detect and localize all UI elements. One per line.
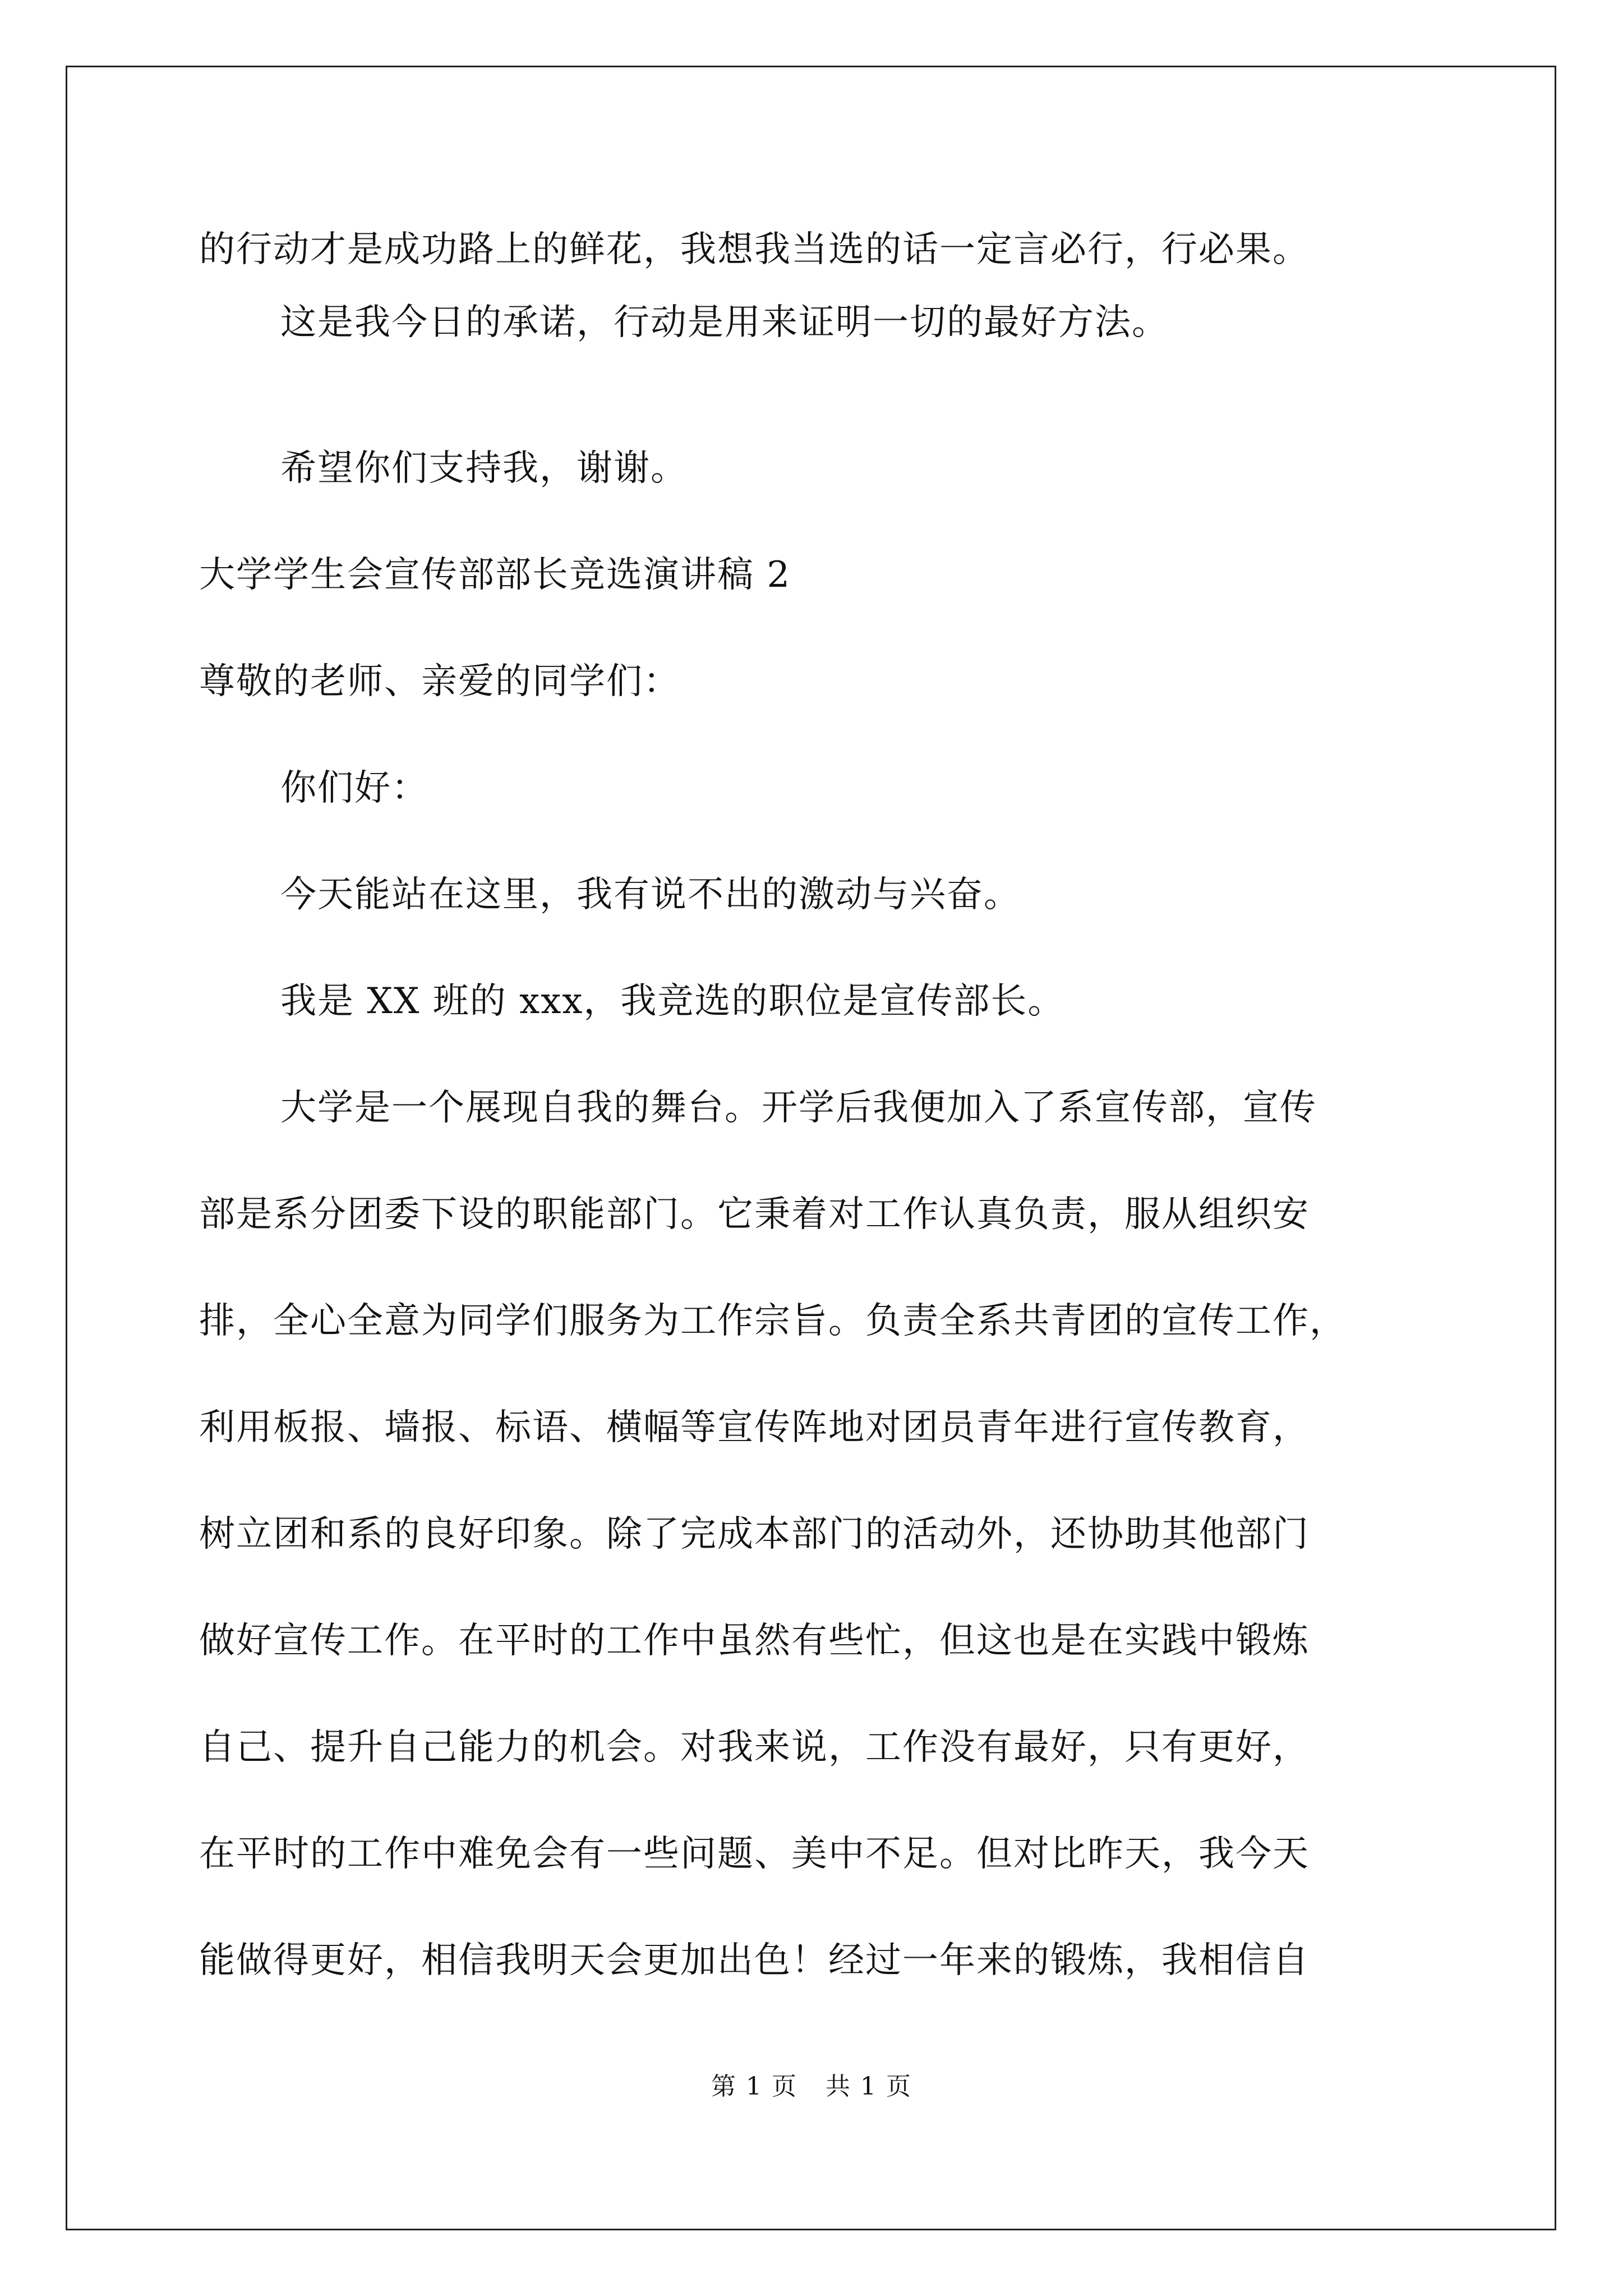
paragraph-line: 今天能站在这里，我有说不出的激动与兴奋。 [280, 874, 1021, 915]
salutation: 尊敬的老师、亲爱的同学们： [199, 661, 680, 702]
paragraph-line: 自己、提升自己能力的机会。对我来说，工作没有最好，只有更好， [199, 1727, 1310, 1768]
paragraph-line: 在平时的工作中难免会有一些问题、美中不足。但对比昨天，我今天 [199, 1833, 1310, 1875]
paragraph-line: 部是系分团委下设的职能部门。它秉着对工作认真负责，服从组织安 [199, 1194, 1310, 1235]
paragraph-line: 树立团和系的良好印象。除了完成本部门的活动外，还协助其他部门 [199, 1513, 1310, 1555]
greeting: 你们好： [280, 767, 428, 809]
page-total: 共 1 页 [826, 2072, 912, 2101]
paragraph-line: 利用板报、墙报、标语、横幅等宣传阵地对团员青年进行宣传教育， [199, 1407, 1310, 1448]
paragraph-line: 排，全心全意为同学们服务为工作宗旨。负责全系共青团的宣传工作， [199, 1300, 1347, 1342]
paragraph-line: 我是 XX 班的 xxx，我竞选的职位是宣传部长。 [280, 981, 1065, 1022]
paragraph-line: 能做得更好，相信我明天会更加出色！经过一年来的锻炼，我相信自 [199, 1940, 1310, 1981]
page-number: 第 1 页 [711, 2072, 797, 2101]
paragraph-line: 希望你们支持我，谢谢。 [280, 448, 688, 489]
paragraph-line: 大学是一个展现自我的舞台。开学后我便加入了系宣传部，宣传 [280, 1087, 1317, 1129]
paragraph-line: 这是我今日的承诺，行动是用来证明一切的最好方法。 [280, 302, 1169, 343]
paragraph-line: 做好宣传工作。在平时的工作中虽然有些忙，但这也是在实践中锻炼 [199, 1620, 1310, 1662]
section-title: 大学学生会宣传部部长竞选演讲稿 2 [199, 554, 791, 596]
page-border [66, 66, 1556, 2230]
page-footer [0, 2070, 1623, 2104]
paragraph-line: 的行动才是成功路上的鲜花，我想我当选的话一定言必行，行必果。 [199, 229, 1310, 270]
